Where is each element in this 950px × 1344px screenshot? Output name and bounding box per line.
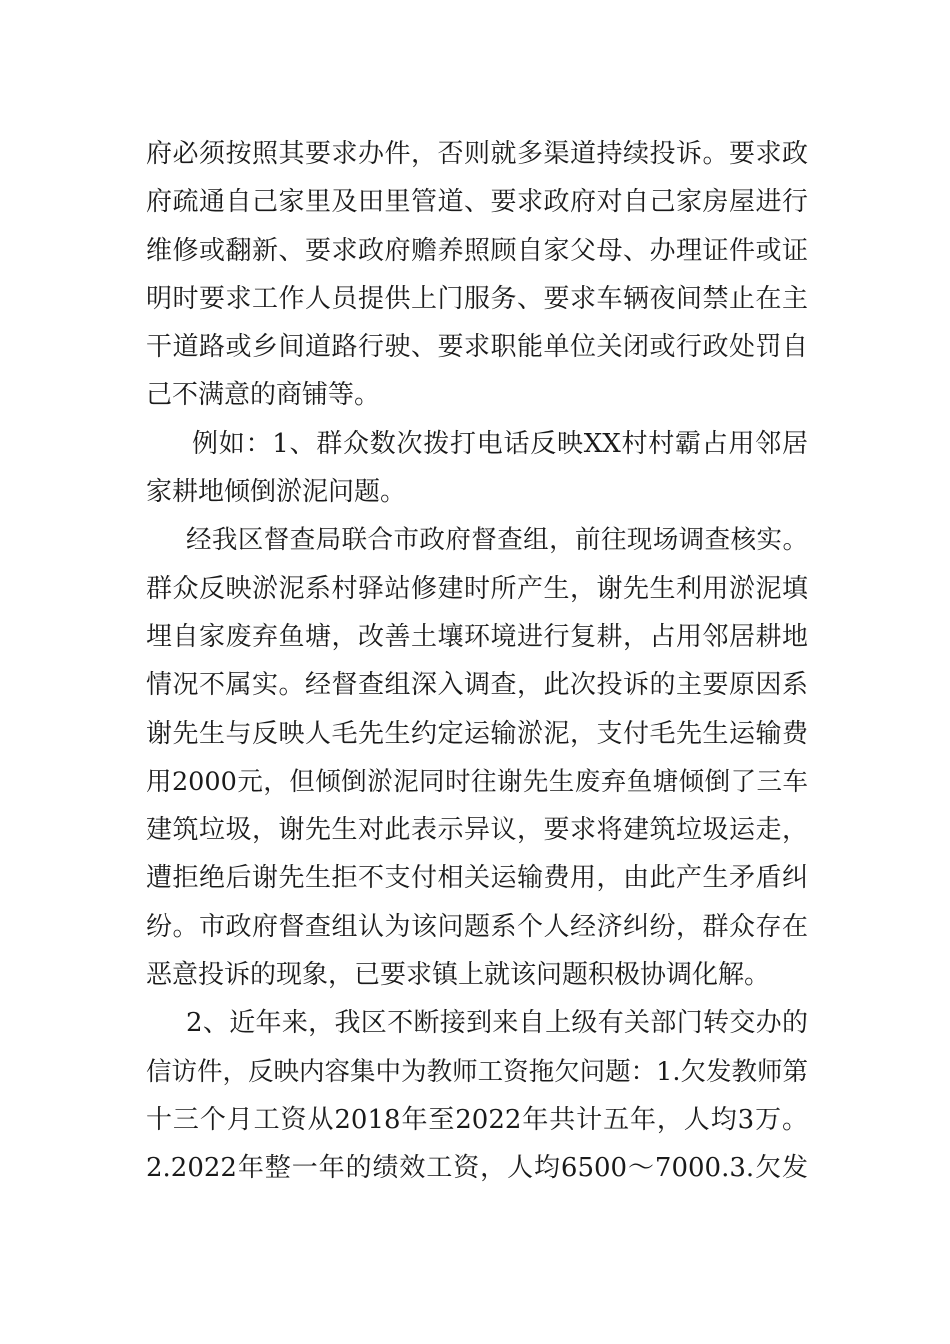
text-line-15: 建筑垃圾，谢先生对此表示异议，要求将建筑垃圾运走， [146,815,808,846]
text-line-7: 例如：1、群众数次拨打电话反映XX村村霸占用邻居 [192,428,808,459]
text-line-17: 纷。市政府督查组认为该问题系个人经济纠纷，群众存在 [146,911,808,942]
text-line-13: 谢先生与反映人毛先生约定运输淤泥，支付毛先生运输费 [146,718,808,749]
text-line-5: 干道路或乡间道路行驶、要求职能单位关闭或行政处罚自 [146,332,808,363]
text-line-4: 明时要求工作人员提供上门服务、要求车辆夜间禁止在主 [146,283,808,314]
text-line-20: 信访件，反映内容集中为教师工资拖欠问题：1.欠发教师第 [146,1056,808,1087]
text-line-11: 埋自家废弃鱼塘，改善土壤环境进行复耕，占用邻居耕地 [146,621,808,652]
text-line-18: 恶意投诉的现象，已要求镇上就该问题积极协调化解。 [146,960,771,991]
text-line-9: 经我区督查局联合市政府督查组，前往现场调查核实。 [186,525,808,556]
text-line-12: 情况不属实。经督查组深入调查，此次投诉的主要原因系 [146,670,808,701]
text-line-3: 维修或翻新、要求政府赡养照顾自家父母、办理证件或证 [146,235,808,266]
text-line-19: 2、近年来，我区不断接到来自上级有关部门转交办的 [186,1008,808,1039]
text-line-6: 己不满意的商铺等。 [146,380,381,411]
text-line-21: 十三个月工资从2018年至2022年共计五年，人均3万。 [146,1104,808,1135]
text-line-16: 遭拒绝后谢先生拒不支付相关运输费用，由此产生矛盾纠 [146,863,808,894]
text-line-1: 府必须按照其要求办件，否则就多渠道持续投诉。要求政 [146,139,808,169]
text-line-2: 府疏通自己家里及田里管道、要求政府对自己家房屋进行 [146,187,808,218]
text-line-8: 家耕地倾倒淤泥问题。 [146,477,407,508]
text-line-10: 群众反映淤泥系村驿站修建时所产生，谢先生利用淤泥填 [146,573,808,604]
text-line-14: 用2000元，但倾倒淤泥同时往谢先生废弃鱼塘倾倒了三车 [146,766,808,797]
text-line-22: 2.2022年整一年的绩效工资，人均6500～7000.3.欠发 [146,1153,808,1184]
document-body [146,130,808,1193]
